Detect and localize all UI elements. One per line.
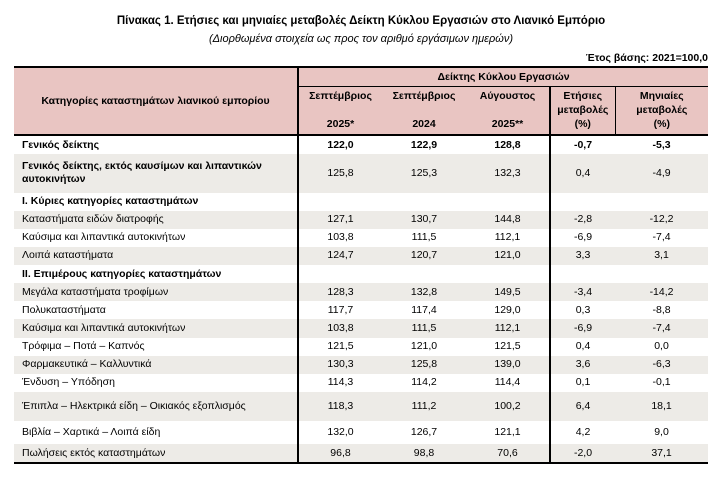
cell [298,193,382,211]
cell: -2,8 [573,213,593,226]
cell: 125,8 [327,166,354,179]
table-row [14,444,708,463]
table-row [14,319,708,337]
cell: 126,7 [410,426,438,438]
cell: -0,1 [652,376,671,389]
header-band-turnover-index: Δείκτης Κύκλου Εργασιών [298,67,708,87]
cell: 3,3 [575,249,591,262]
row-label: Ένδυση – Υπόδηση [14,374,298,392]
cell [466,193,550,211]
cell: 124,7 [327,249,354,262]
cell: 3,6 [575,358,591,371]
cell: 120,7 [410,249,438,262]
cell: 103,8 [327,321,354,334]
row-label: Έπιπλα – Ηλεκτρικά είδη – Οικιακός εξοπλισμός [14,392,298,421]
cell: 149,5 [466,283,550,301]
table-row [14,421,708,444]
table-row [14,392,708,421]
cell: 100,2 [466,392,550,421]
cell [298,265,382,283]
cell: -3,4 [573,285,593,298]
table-row [14,154,708,192]
cell: 96,8 [330,446,351,459]
row-label: Τρόφιμα – Ποτά – Καπνός [14,338,298,356]
base-year-note: Έτος βάσης: 2021=100,0 [585,52,708,64]
cell: 118,3 [327,399,354,412]
cell: 114,2 [411,376,437,389]
cell: 122,9 [410,138,438,151]
cell: 139,0 [466,356,550,374]
cell: 103,8 [327,231,354,244]
cell: 121,0 [410,340,438,352]
cell: 130,3 [327,358,354,371]
cell: 111,5 [411,231,437,244]
cell: -6,9 [573,231,593,244]
row-label: Καύσιμα και λιπαντικά αυτοκινήτων [14,229,298,247]
cell: 144,8 [466,211,550,229]
cell: -14,2 [649,285,674,298]
row-label: Βιβλία – Χαρτικά – Λοιπά είδη [14,421,298,444]
cell: 18,1 [651,399,672,412]
column-header-annual-change: Ετήσιες μεταβολές (%) [550,87,615,136]
cell: 4,2 [575,426,591,438]
cell: 132,0 [327,426,354,438]
cell: -0,7 [573,138,593,151]
cell: -4,9 [652,166,671,179]
cell: 111,5 [411,321,437,334]
cell: 0,4 [575,166,591,179]
cell: 0,3 [575,303,591,316]
cell: 3,1 [654,249,669,262]
table-row [14,135,708,154]
row-label: Καύσιμα και λιπαντικά αυτοκινήτων [14,319,298,337]
cell: 6,4 [575,399,591,412]
cell: -7,4 [652,321,671,334]
row-label: Γενικός δείκτης [14,135,298,154]
table-row [14,301,708,319]
table-row [14,374,708,392]
cell [550,193,615,211]
cell: 0,1 [575,376,591,389]
cell: 37,1 [651,446,672,459]
table-row [14,356,708,374]
cell: 117,7 [327,303,354,316]
table-row [14,247,708,265]
row-label: Μεγάλα καταστήματα τροφίμων [14,283,298,301]
cell: 0,4 [575,340,591,352]
cell: 9,0 [654,426,669,438]
row-label: Πολυκαταστήματα [14,301,298,319]
cell: 117,4 [411,303,437,316]
table-subtitle: (Διορθωμένα στοιχεία ως προς τον αριθμό εργάσιμων ημερών) [208,33,513,45]
turnover-index-table [14,66,708,464]
cell: -12,2 [649,213,674,226]
cell: 125,3 [410,166,438,179]
cell [382,265,466,283]
column-header-sep-2025: Σεπτέμβριος 2025* [298,87,382,136]
cell: 122,0 [327,138,354,151]
cell: 0,0 [654,340,669,352]
cell: -5,3 [652,138,671,151]
column-header-aug-2025: Αύγουστος 2025** [466,87,550,136]
cell: 112,1 [466,229,550,247]
cell: -8,8 [652,303,671,316]
cell [466,265,550,283]
row-label: Λοιπά καταστήματα [14,247,298,265]
cell [615,193,708,211]
cell: 114,4 [466,374,550,392]
cell [615,265,708,283]
column-header-sep-2024: Σεπτέμβριος 2024 [382,87,466,136]
cell: 127,1 [327,213,354,226]
table-body [14,135,708,463]
row-label: Πωλήσεις εκτός καταστημάτων [14,444,298,463]
table-row [14,211,708,229]
cell: 130,7 [410,213,438,226]
cell: 125,8 [410,358,438,371]
cell: 129,0 [466,301,550,319]
table-row [14,338,708,356]
cell [382,193,466,211]
cell: 128,8 [466,135,550,154]
cell: -6,3 [652,358,671,371]
column-header-categories: Κατηγορίες καταστημάτων λιανικού εμπορίου [14,67,298,135]
cell: 121,0 [466,247,550,265]
cell: 114,3 [327,376,354,389]
table-header [14,67,708,135]
column-header-monthly-change: Μηνιαίες μεταβολές (%) [615,87,708,136]
cell: -6,9 [573,321,593,334]
row-label: Καταστήματα ειδών διατροφής [14,211,298,229]
cell [550,265,615,283]
row-label: Φαρμακευτικά – Καλλυντικά [14,356,298,374]
cell: 70,6 [466,444,550,463]
cell: 128,3 [327,285,354,298]
cell: -2,0 [573,446,593,459]
table-row [14,229,708,247]
section-label: Ι. Κύριες κατηγορίες καταστημάτων [14,193,298,211]
table-title: Πίνακας 1. Ετήσιες και μηνιαίες μεταβολές Δείκτη Κύκλου Εργασιών στο Λιανικό Εμπόριο [116,15,606,27]
cell: 121,1 [466,421,550,444]
section-label: ΙΙ. Επιμέρους κατηγορίες καταστημάτων [14,265,298,283]
cell: 112,1 [466,319,550,337]
cell: 132,3 [466,154,550,192]
section-row [14,193,708,211]
cell: 98,8 [413,446,435,459]
cell: -7,4 [652,231,671,244]
cell: 121,5 [466,338,550,356]
cell: 111,2 [411,399,437,412]
cell: 121,5 [327,340,354,352]
row-label: Γενικός δείκτης, εκτός καυσίμων και λιπαντικών αυτοκινήτων [14,154,298,192]
cell: 132,8 [410,285,438,298]
section-row [14,265,708,283]
table-row [14,283,708,301]
